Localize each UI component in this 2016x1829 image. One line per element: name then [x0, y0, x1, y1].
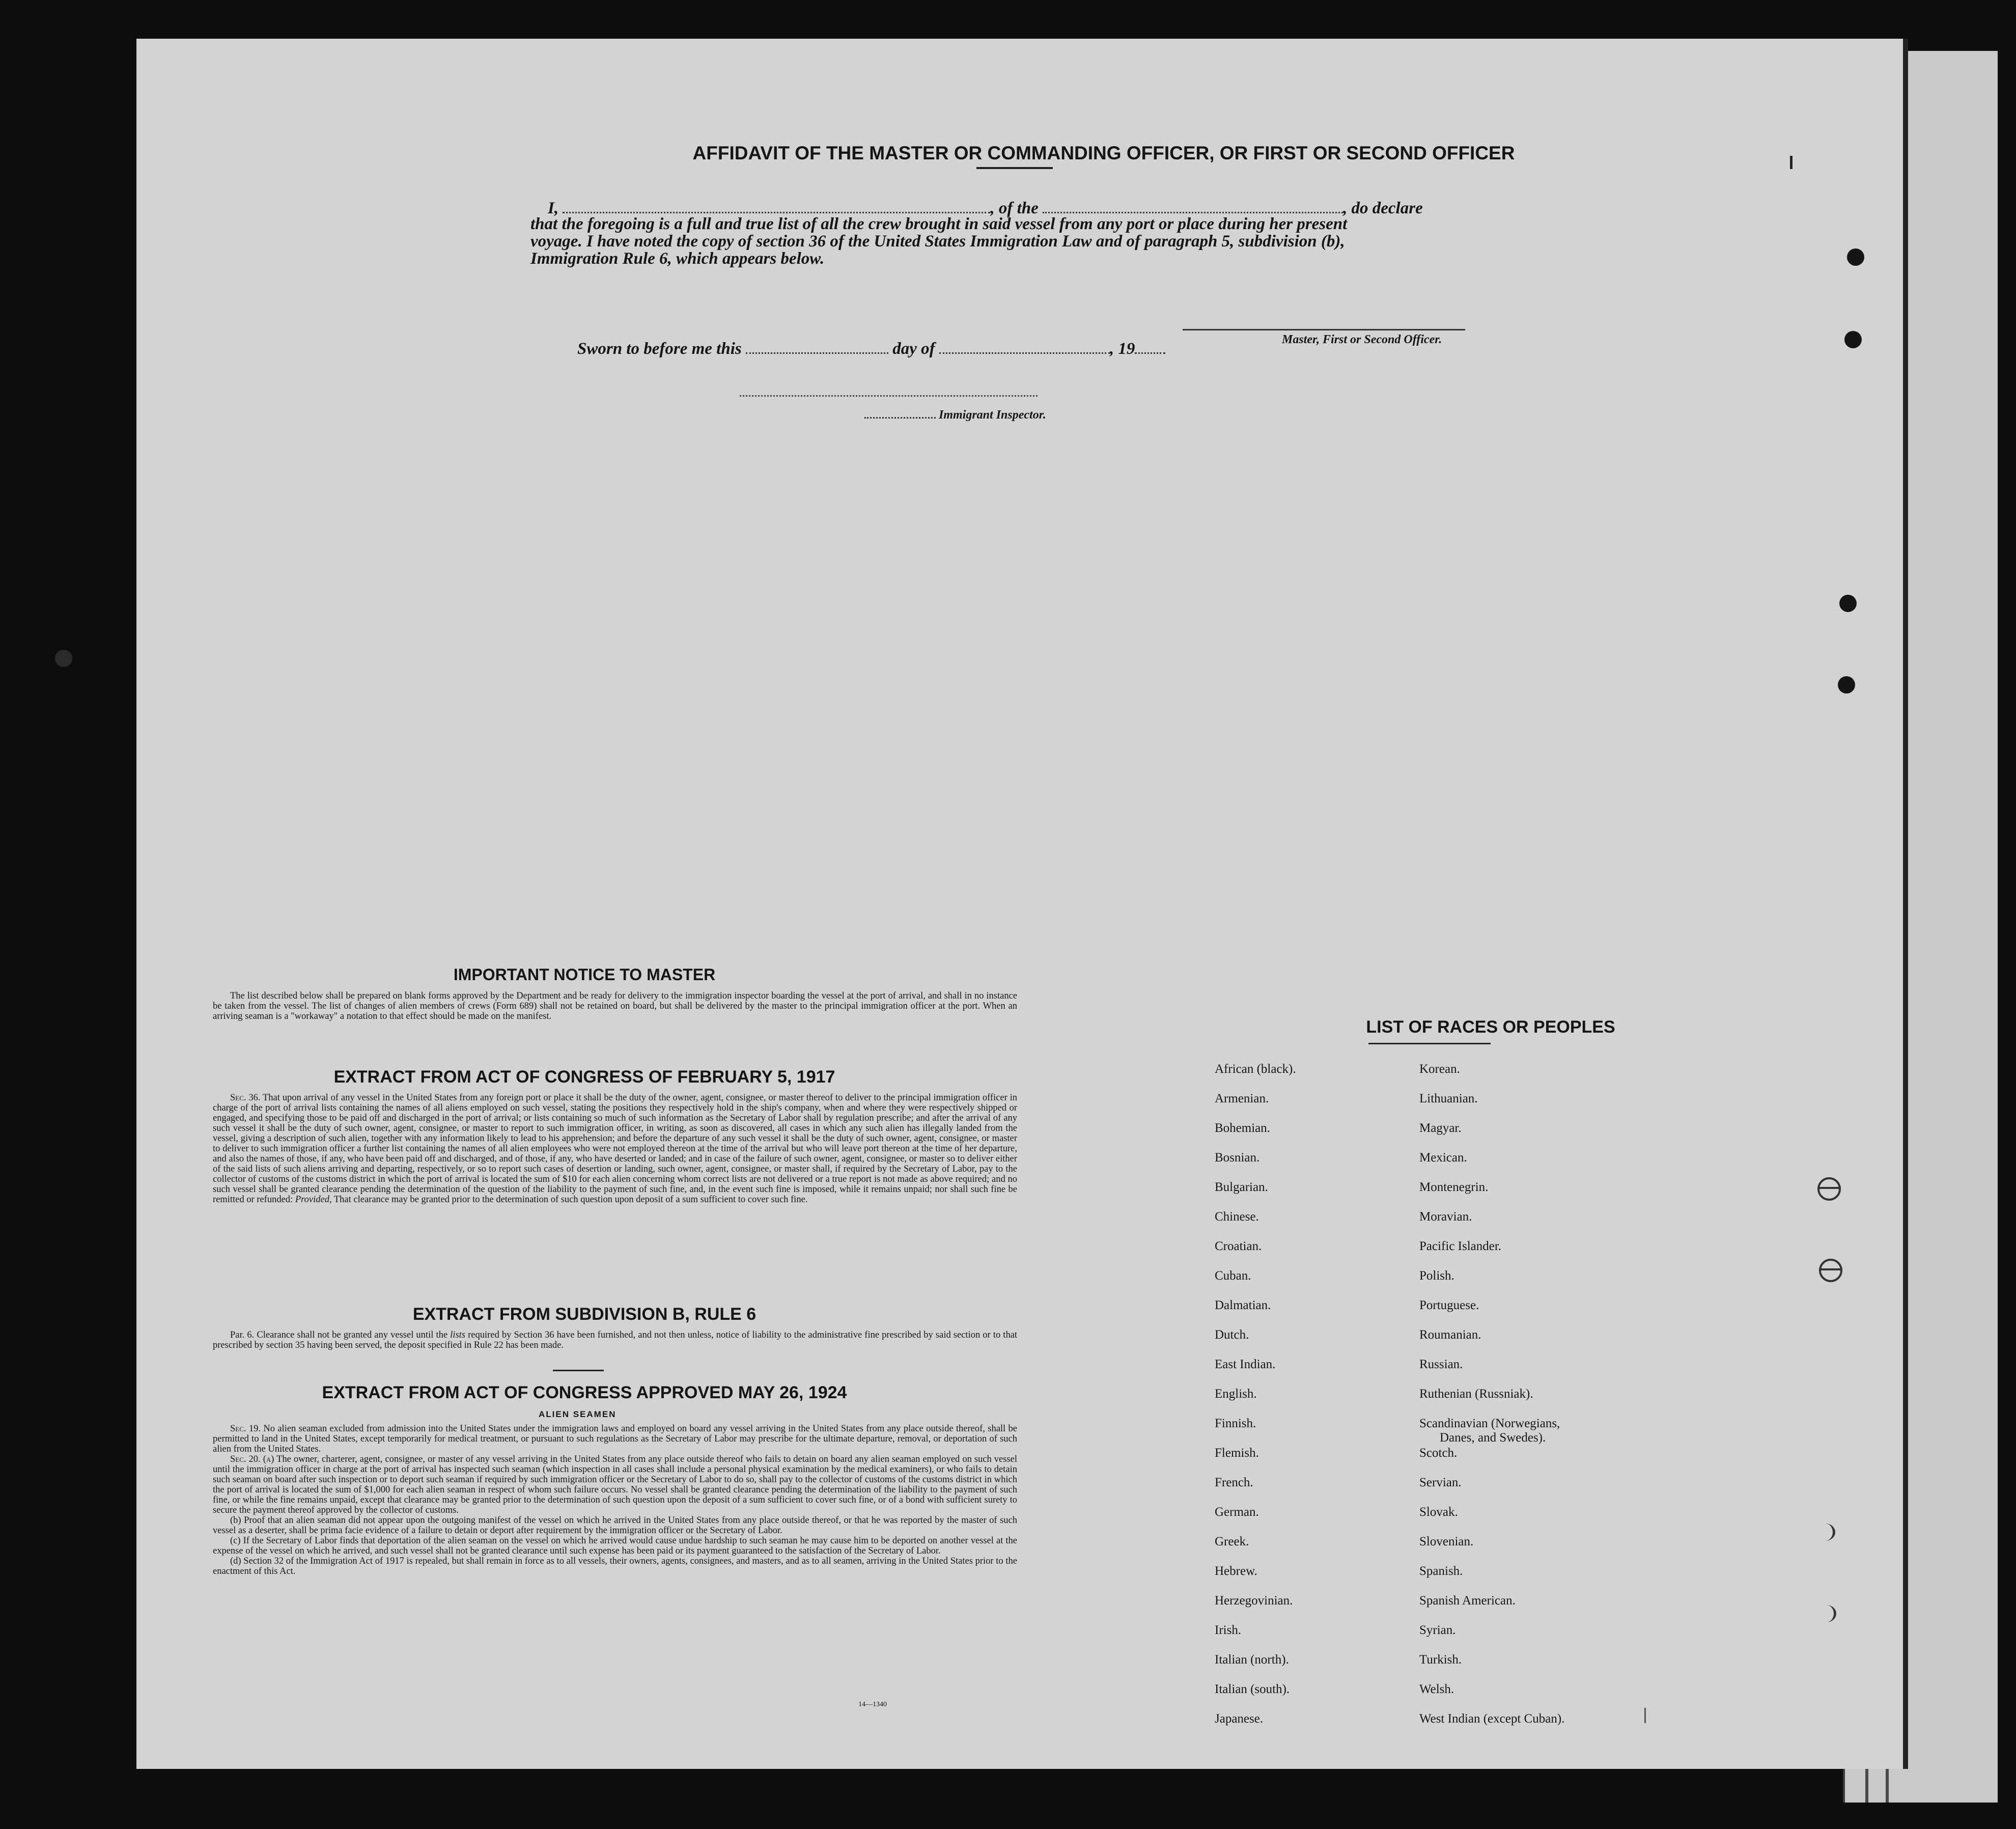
race-item-continued: Danes, and Swedes). — [1440, 1431, 1546, 1445]
affidavit-line-2: that the foregoing is a full and true list of all the crew brought in said vessel from any port or place during her present — [530, 215, 1348, 233]
extract-1917-text: Sec. 36. That upon arrival of any vessel in the United States from any foreign port or place it shall be the duty of the owner, agent, consignee, or master thereof to deliver to the principal immigration officer in charge of the port of arrival lists containing the names of all aliens employed on such vessel, stating the positions they respectively hold in the ship's company, when and where they were respectively shipped or engaged, and specifying those to be paid off and discharged in the port of arrival; or lists containing so much of such information as the Secretary of Labor shall by regulation prescribe; and after the arrival of any such vessel it shall be the duty of such owner, agent, consignee, or master to report to such immigration officer, in writing, as soon as discovered, all cases in which any such alien has illegally landed from the vessel, giving a description of such alien, together with any information likely to lead to his apprehension; and before the departure of any such vessel it shall be the duty of such owner, agent, consignee, or master to deliver to such immigration officer a further list containing the names of all alien employees who were not employed thereon at the time of the arrival but who will leave port thereon at the time of her departure, and also the names of those, if any, who have been paid off and discharged, and of those, if any, who have deserted or landed; and in case of the failure of such owner, agent, consignee, or master so to deliver either of the said lists of such aliens arriving and departing, respectively, or so to report such cases of desertion or landing, such owner, agent, consignee, or master shall, if required by the Secretary of Labor, pay to the collector of customs of the customs district in which the port of arrival is located the sum of $10 for each alien concerning whom correct lists are not delivered or a true report is not made as above required; and no such vessel shall be granted clearance pending the determination of the question of the liability to the payment of such fine, and, in the event such fine is imposed, while it remains unpaid; nor shall such fine be remitted or refunded: Provided, That clearance may be granted prior to the determination of such question upon deposit of a sum sufficient to cover such fine. — [213, 1093, 1018, 1205]
punch-mark-icon — [1816, 1605, 1836, 1622]
race-item: Croatian. — [1215, 1239, 1262, 1253]
sworn-year-field[interactable] — [1135, 338, 1165, 354]
punch-mark-icon — [1815, 1523, 1835, 1541]
punch-mark-icon — [1817, 1177, 1841, 1201]
race-item: Armenian. — [1215, 1092, 1269, 1105]
form-number: 14—1340 — [858, 1701, 887, 1708]
extract-1924-title: EXTRACT FROM ACT OF CONGRESS APPROVED MAY 26, 1924 — [322, 1383, 847, 1402]
binder-hole — [55, 650, 72, 667]
race-item: West Indian (except Cuban). — [1419, 1712, 1565, 1726]
race-item: Finnish. — [1215, 1417, 1256, 1430]
race-item: Scandinavian (Norwegians, — [1419, 1417, 1560, 1430]
tick-mark — [1790, 156, 1793, 169]
race-item: Roumanian. — [1419, 1328, 1481, 1342]
race-item: Welsh. — [1419, 1682, 1454, 1696]
race-item: Chinese. — [1215, 1210, 1259, 1224]
race-item: Irish. — [1215, 1623, 1242, 1637]
race-item: Portuguese. — [1419, 1298, 1479, 1312]
race-item: Slovenian. — [1419, 1535, 1474, 1548]
race-item: East Indian. — [1215, 1357, 1276, 1371]
extract-1924-text: Sec. 19. No alien seaman excluded from admission into the United States under the immigration laws and employed on board any vessel arriving in the United States from any place outside thereof, shall be permitted to land in the United States, except temporarily for medical treatment, or pursuant to such regulations as the Secretary of Labor may prescribe for the ultimate departure, removal, or deportation of such alien from the United States. Sec. 20. (a) The owner, charterer, agent, consignee, or master of any vessel arriving in the United States from any place outside thereof who fails to detain on board any alien seaman employed on such vessel until the immigration officer in charge at the port of arrival has inspected such seaman (which inspection in all cases shall include a personal physical examination by the medical examiners), or who fails to detain such seaman on board after such inspection or to deport such seaman if required by such immigration officer or the Secretary of Labor to do so, shall pay to the collector of customs of the customs district in which the port of arrival is located the sum of $1,000 for each alien seaman in respect of whom such failure occurs. No vessel shall be granted clearance pending the determination of the liability to the payment of such fine, or while the fine remains unpaid, except that clearance may be granted prior to the determination of such question upon the deposit of a sum sufficient to cover such fine, or of a bond with sufficient surety to secure the payment thereof approved by the collector of customs. (b) Proof that an alien seaman did not appear upon the outgoing manifest of the vessel on which he arrived in the United States from any place outside thereof, or that he was reported by the master of such vessel as a deserter, shall be prima facie evidence of a failure to detain or deport after requirement by the immigration officer or the Secretary of Labor. (c) If the Secretary of Labor finds that deportation of the alien seaman on the vessel on which he arrived would cause undue hardship to such seaman he may cause him to be deported on another vessel at the expense of the vessel on which he arrived, and such vessel shall not be granted clearance until such expense has been paid or its payment guaranteed to the satisfaction of the Secretary of Labor. (d) Section 32 of the Immigration Act of 1917 is repealed, but shall remain in force as to all vessels, their owners, agents, consignees, and masters, and as to all seamen, arriving in the United States prior to the enactment of this Act. — [213, 1424, 1018, 1576]
binder-hole — [1844, 331, 1862, 348]
inspector-signature-line[interactable] — [740, 395, 1038, 397]
signature-label: Master, First or Second Officer. — [1282, 333, 1442, 346]
race-item: Scotch. — [1419, 1446, 1458, 1460]
officer-name-field[interactable] — [563, 198, 990, 213]
extract-1917-title: EXTRACT FROM ACT OF CONGRESS OF FEBRUARY 5, 1917 — [333, 1067, 835, 1087]
race-item: Korean. — [1419, 1062, 1460, 1076]
race-item: Ruthenian (Russniak). — [1419, 1387, 1533, 1401]
race-item: Flemish. — [1215, 1446, 1259, 1460]
race-item: Servian. — [1419, 1476, 1462, 1489]
race-item: French. — [1215, 1476, 1253, 1489]
race-item: German. — [1215, 1505, 1259, 1519]
race-item: African (black). — [1215, 1062, 1296, 1076]
title-rule — [976, 167, 1053, 169]
sworn-day-field[interactable] — [746, 338, 888, 354]
race-item: Cuban. — [1215, 1269, 1251, 1283]
race-item: Italian (south). — [1215, 1682, 1290, 1696]
race-item: English. — [1215, 1387, 1257, 1401]
race-item: Magyar. — [1419, 1121, 1462, 1135]
section-rule — [553, 1370, 604, 1371]
affidavit-line-4: Immigration Rule 6, which appears below. — [530, 250, 825, 268]
race-item: Slovak. — [1419, 1505, 1458, 1519]
binder-hole — [1838, 676, 1855, 694]
race-item: Bosnian. — [1215, 1151, 1260, 1165]
race-item: Russian. — [1419, 1357, 1463, 1371]
race-item: Japanese. — [1215, 1712, 1264, 1726]
margin-line — [1644, 1708, 1647, 1723]
binder-hole — [1847, 248, 1864, 266]
race-item: Syrian. — [1419, 1623, 1456, 1637]
race-item: Spanish. — [1419, 1564, 1463, 1578]
race-item: Pacific Islander. — [1419, 1239, 1502, 1253]
race-item: Herzegovinian. — [1215, 1594, 1293, 1608]
sworn-line: Sworn to before me this day of , 19 — [577, 338, 1165, 358]
vessel-name-field[interactable] — [1043, 198, 1343, 213]
notice-text: The list described below shall be prepared on blank forms approved by the Department and be ready for delivery to the immigration inspector boarding the vessel at the port of arrival, and shall in no instance be taken from the vessel. The list of changes of alien members of crews (Form 689) shall not be retained on board, but shall be delivered by the master to the principal immigration officer at the port. When an arriving seaman is a "workaway" a notation to that effect should be made on the manifest. — [213, 991, 1017, 1021]
sworn-month-field[interactable] — [939, 338, 1110, 354]
races-rule — [1368, 1043, 1491, 1044]
affidavit-line-1: I, , of the , do declare — [548, 198, 1423, 218]
race-item: Dalmatian. — [1215, 1298, 1271, 1312]
alien-seamen-subtitle: ALIEN SEAMEN — [539, 1409, 617, 1419]
affidavit-line-3: voyage. I have noted the copy of section 36 of the United States Immigration Law and of paragraph 5, subdivision (b), — [530, 232, 1345, 251]
binder-hole — [1839, 595, 1857, 612]
inspector-label: Immigrant Inspector. — [864, 408, 1046, 422]
race-item: Bulgarian. — [1215, 1180, 1268, 1194]
race-item: Polish. — [1419, 1269, 1454, 1283]
notice-title: IMPORTANT NOTICE TO MASTER — [453, 965, 716, 984]
affidavit-title: AFFIDAVIT OF THE MASTER OR COMMANDING OFFICER, OR FIRST OR SECOND OFFICER — [692, 143, 1515, 163]
race-item: Italian (north). — [1215, 1653, 1289, 1667]
races-title: LIST OF RACES OR PEOPLES — [1366, 1017, 1615, 1037]
race-item: Spanish American. — [1419, 1594, 1516, 1608]
race-item: Dutch. — [1215, 1328, 1249, 1342]
race-item: Turkish. — [1419, 1653, 1462, 1667]
race-item: Hebrew. — [1215, 1564, 1257, 1578]
punch-mark-icon — [1819, 1259, 1842, 1282]
signature-line[interactable] — [1183, 329, 1465, 330]
rule6-text: Par. 6. Clearance shall not be granted any vessel until the lists required by Section 36 have been furnished, and not then unless, notice of liability to the administrative fine prescribed by said section or to that prescribed by section 35 having been served, the deposit specified in Rule 22 has been made. — [213, 1330, 1018, 1350]
rule6-title: EXTRACT FROM SUBDIVISION B, RULE 6 — [412, 1305, 757, 1324]
race-item: Greek. — [1215, 1535, 1249, 1548]
race-item: Moravian. — [1419, 1210, 1472, 1224]
race-item: Mexican. — [1419, 1151, 1467, 1165]
race-item: Montenegrin. — [1419, 1180, 1489, 1194]
document-page — [136, 39, 1908, 1769]
race-item: Bohemian. — [1215, 1121, 1271, 1135]
race-item: Lithuanian. — [1419, 1092, 1478, 1105]
